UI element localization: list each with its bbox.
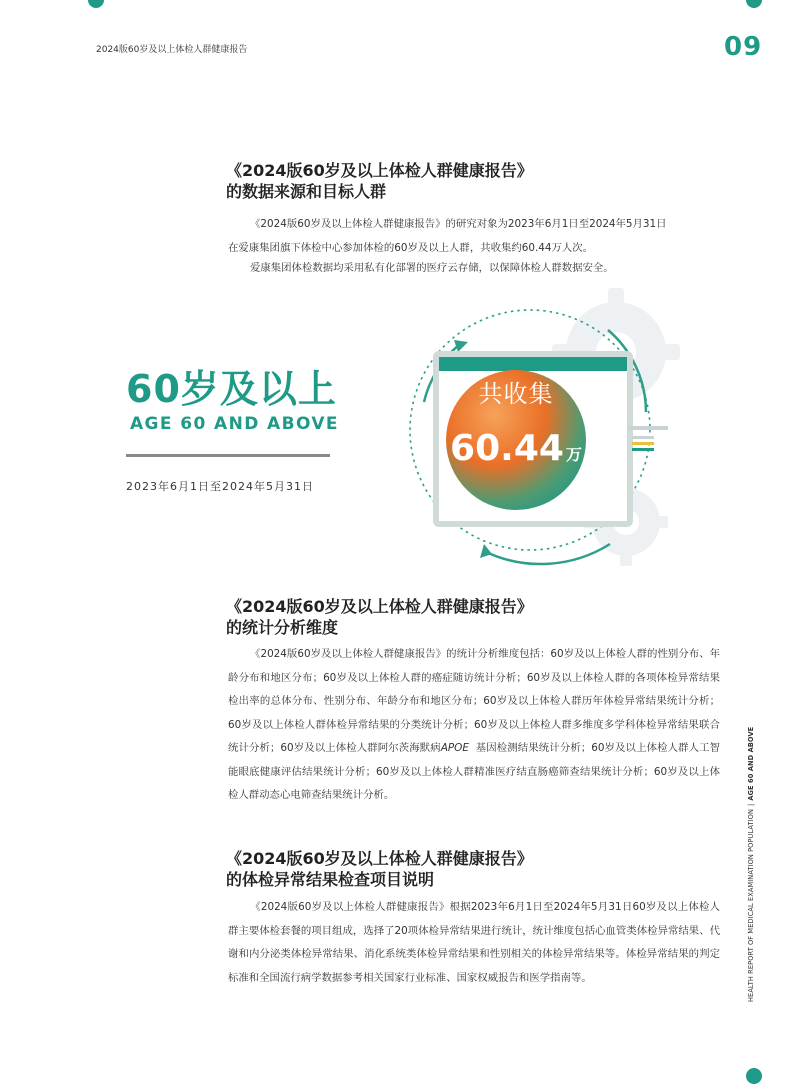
text-line: 爱康集团体检数据均采用私有化部署的医疗云存储，以保障体检人群数据安全。 [250,262,614,274]
decorative-dot-top-left [88,0,104,8]
collected-value: 60.44 [450,428,564,469]
collected-unit: 万 [565,445,582,464]
section-title-abnormal [226,848,533,890]
abnormal-paragraph [228,896,720,990]
text-run: 《2024版60岁及以上体检人群健康报告》的统计分析维度包括：60岁及以上体检人群的性别分布、年龄分布和地区分布；60岁及以上体检人群的癌症随访统计分析；60岁及以上体检人群的各项体检异常结果检出率的总体分布、性别分布、年龄分布和地区分布；60岁及以上体检人群历年体检异常结果统计分析；60岁及以上体检人群体检异常结果的分类统计分析；60岁及以上体检人群多维度多学科体检异常结果联合统计分析；60岁及以上体检人群阿尔茨海默病 [228,648,720,754]
statistics-paragraph [228,643,720,808]
text-run: 基因检测结果统计分析；60岁及以上体检人群人工智能眼底健康评估结果统计分析；60岁及以上体检人群精准医疗结直肠癌筛查结果统计分析；60岁及以上体检人群动态心电筛查结果统计分析。 [228,742,720,801]
arrow-head-icon [454,340,468,352]
text-run: 《2024版60岁及以上体检人群健康报告》根据2023年6月1日至2024年5月31日60岁及以上体检人群主要体检套餐的项目组成，选择了20项体检异常结果进行统计，统计维度包括心血管类体检异常结果、代谢和内分泌类体检异常结果、消化系统类体检异常结果和性别相关的体检异常结果等。体检异常结果的判定标准和全国流行病学数据参考相关国家行业标准、国家权威报告和医学指南等。 [228,901,720,984]
section-title-line: 《2024版60岁及以上体检人群健康报告》 [226,597,533,616]
text-line: 在爱康集团旗下体检中心参加体检的60岁及以上人群，共收集约60.44万人次。 [228,241,594,254]
decorative-dot-bottom-right [746,1068,762,1084]
section-title-source [226,160,533,202]
section-title-line: 的体检异常结果检查项目说明 [226,870,435,889]
page-number: 09 [724,32,763,62]
section-title-line: 《2024版60岁及以上体检人群健康报告》 [226,161,533,180]
side-title-separator: | [747,803,755,806]
collection-illustration [396,282,696,578]
highlight-title: 60岁及以上 [126,367,337,411]
highlight-subtitle: AGE 60 AND ABOVE [130,414,339,434]
collected-label: 共收集 [478,380,554,408]
gene-name: APOE [440,742,469,754]
decorative-dot-top-right [746,0,762,8]
section-title-line: 《2024版60岁及以上体检人群健康报告》 [226,849,533,868]
source-paragraph-1 [228,213,720,260]
divider [126,454,330,457]
side-title-age: AGE 60 AND ABOVE [747,726,755,801]
text-line: 《2024版60岁及以上体检人群健康报告》的研究对象为2023年6月1日至2024年5月31日 [250,218,667,230]
section-title-statistics [226,596,533,638]
arrow-head-icon [480,544,492,558]
side-running-title [747,727,755,1002]
orbit-arrow-bottom [486,544,610,564]
running-header: 2024版60岁及以上体检人群健康报告 [96,45,248,55]
source-paragraph-2 [228,257,720,281]
side-title-main: HEALTH REPORT OF MEDICAL EXAMINATION POPULATION [747,809,755,1002]
section-title-line: 的统计分析维度 [226,618,339,637]
section-title-line: 的数据来源和目标人群 [226,182,387,201]
date-range: 2023年6月1日至2024年5月31日 [126,480,314,493]
collected-value-wrap [396,428,636,469]
